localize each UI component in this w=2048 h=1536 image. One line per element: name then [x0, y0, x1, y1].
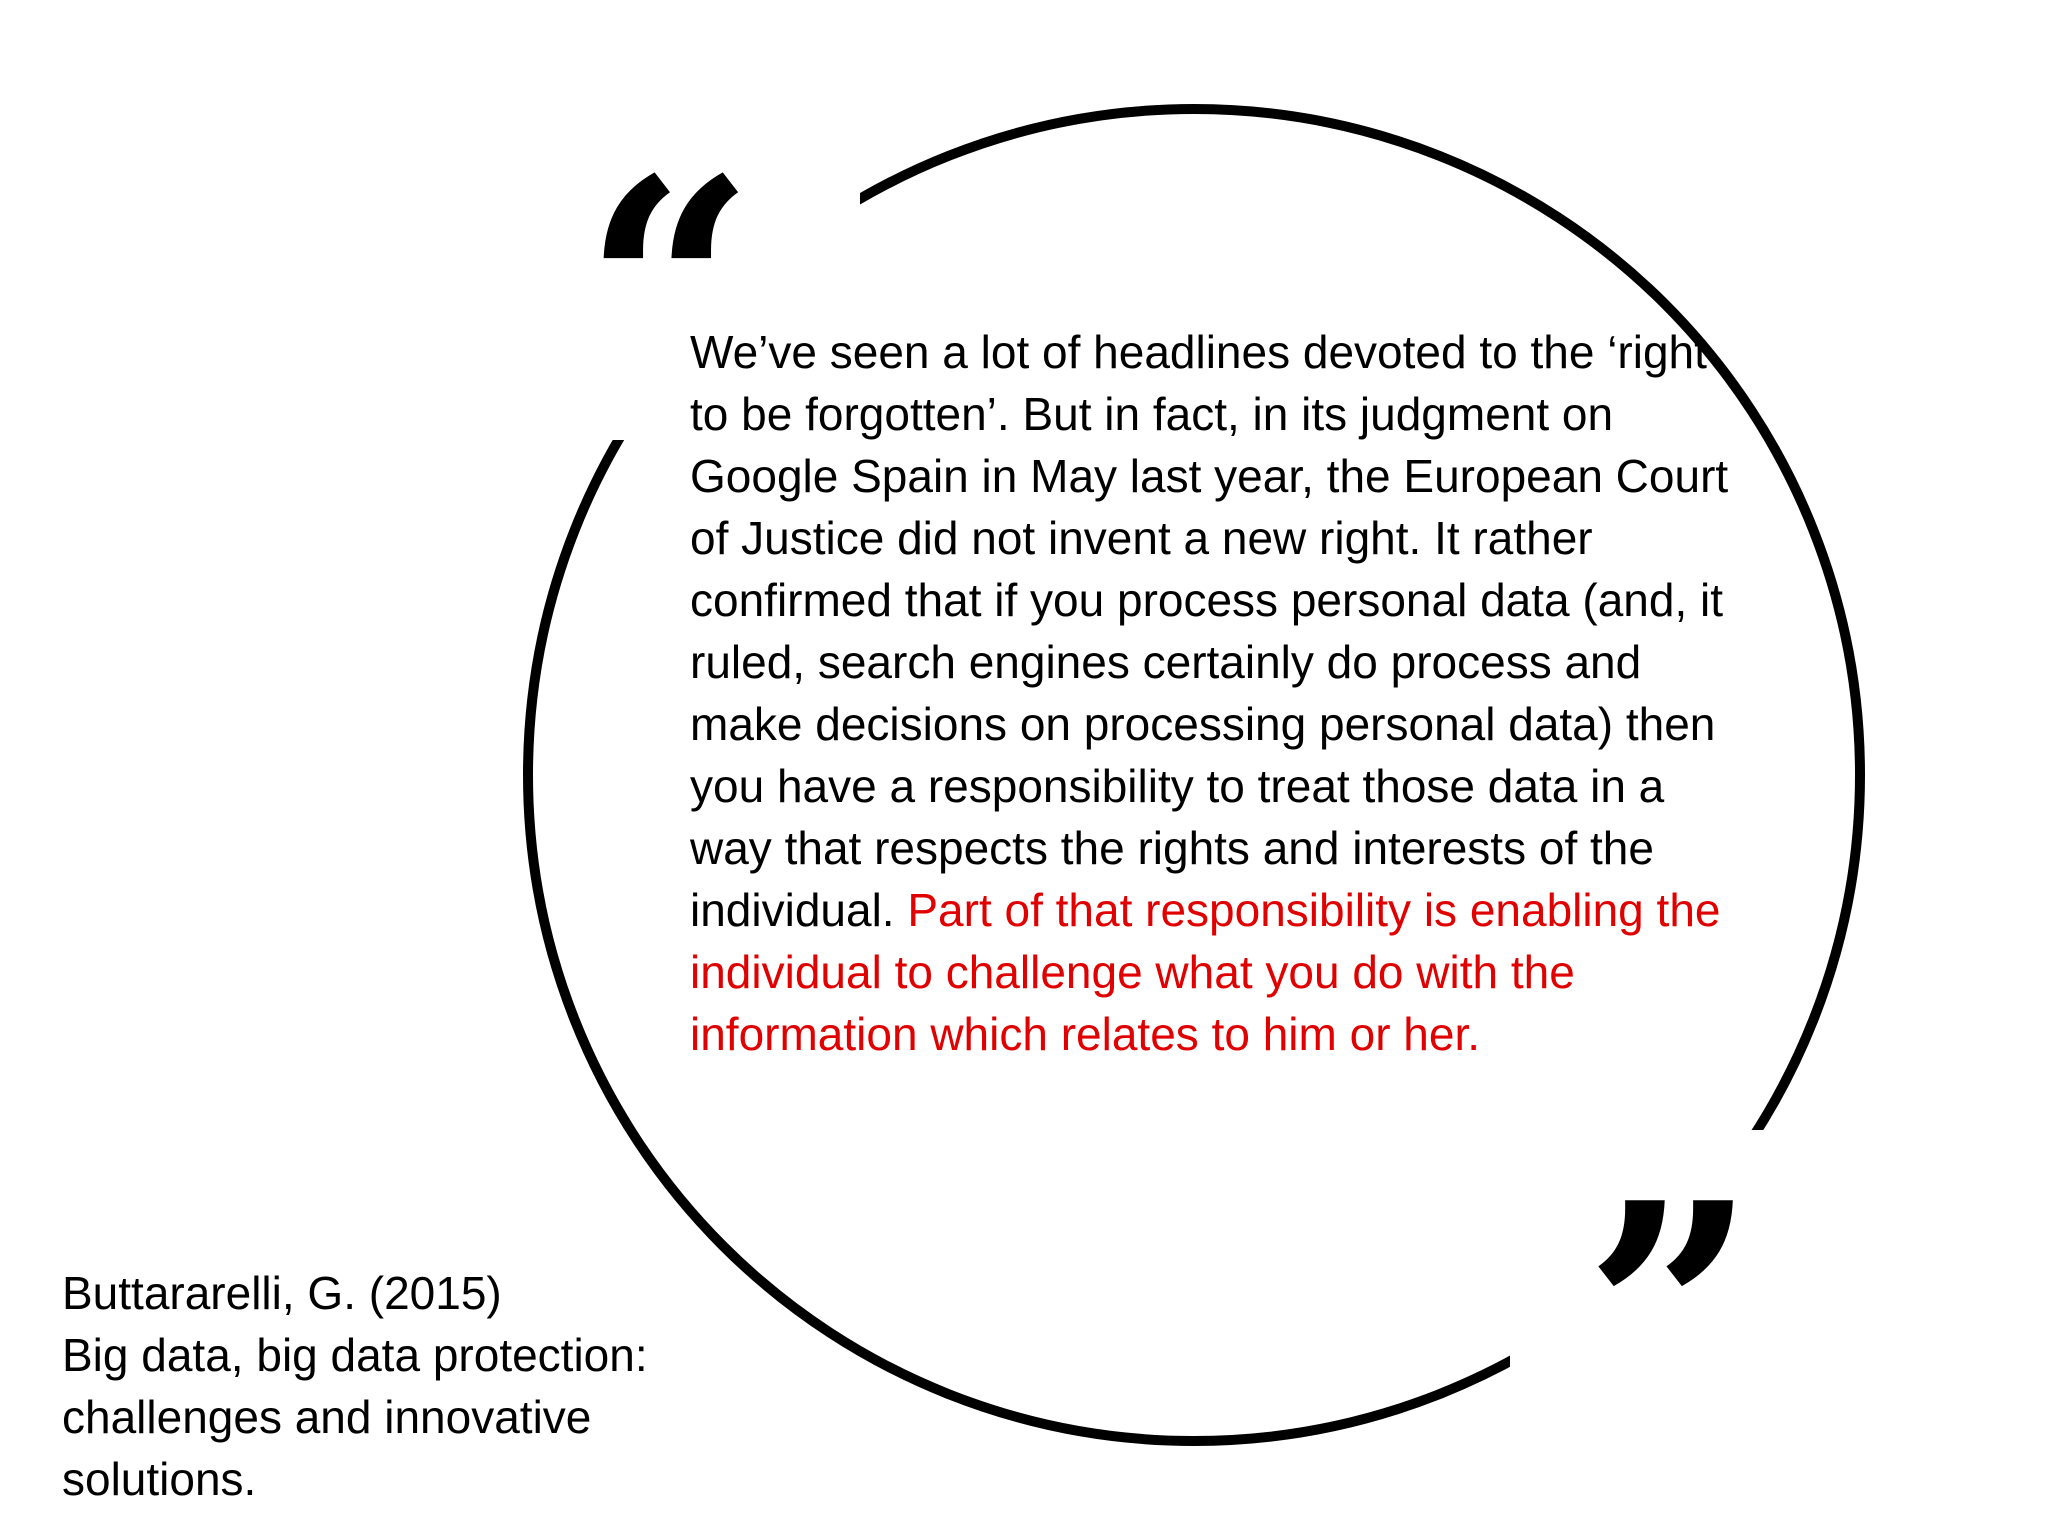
quote-text-plain: We’ve seen a lot of headlines devoted to the ‘right to be forgotten’. But in fact, in its judgment on Google Spain in May last year, the European Court of Justice did not invent a new right. It rather confirmed that if you process personal data (and, it ruled, search engines certainly do process and make decisions on processing personal data) then you have a responsibility to treat those data in a way that respects the rights and interests of the individual.	[690, 326, 1729, 936]
close-quote-mark-icon: ”	[1584, 1137, 1757, 1490]
citation-title-line-3: solutions.	[62, 1453, 257, 1505]
open-quote-mark-icon: “	[583, 113, 756, 466]
citation-title-line-2: challenges and innovative	[62, 1391, 592, 1443]
quote-text-highlight: Part of that responsibility is enabling the individual to challenge what you do with the information which relates to him or her.	[690, 884, 1721, 1060]
citation-title-line-1: Big data, big data protection:	[62, 1329, 648, 1381]
quote-text	[690, 321, 1750, 1065]
citation	[62, 1262, 742, 1510]
citation-author-year: Buttararelli, G. (2015)	[62, 1267, 502, 1319]
